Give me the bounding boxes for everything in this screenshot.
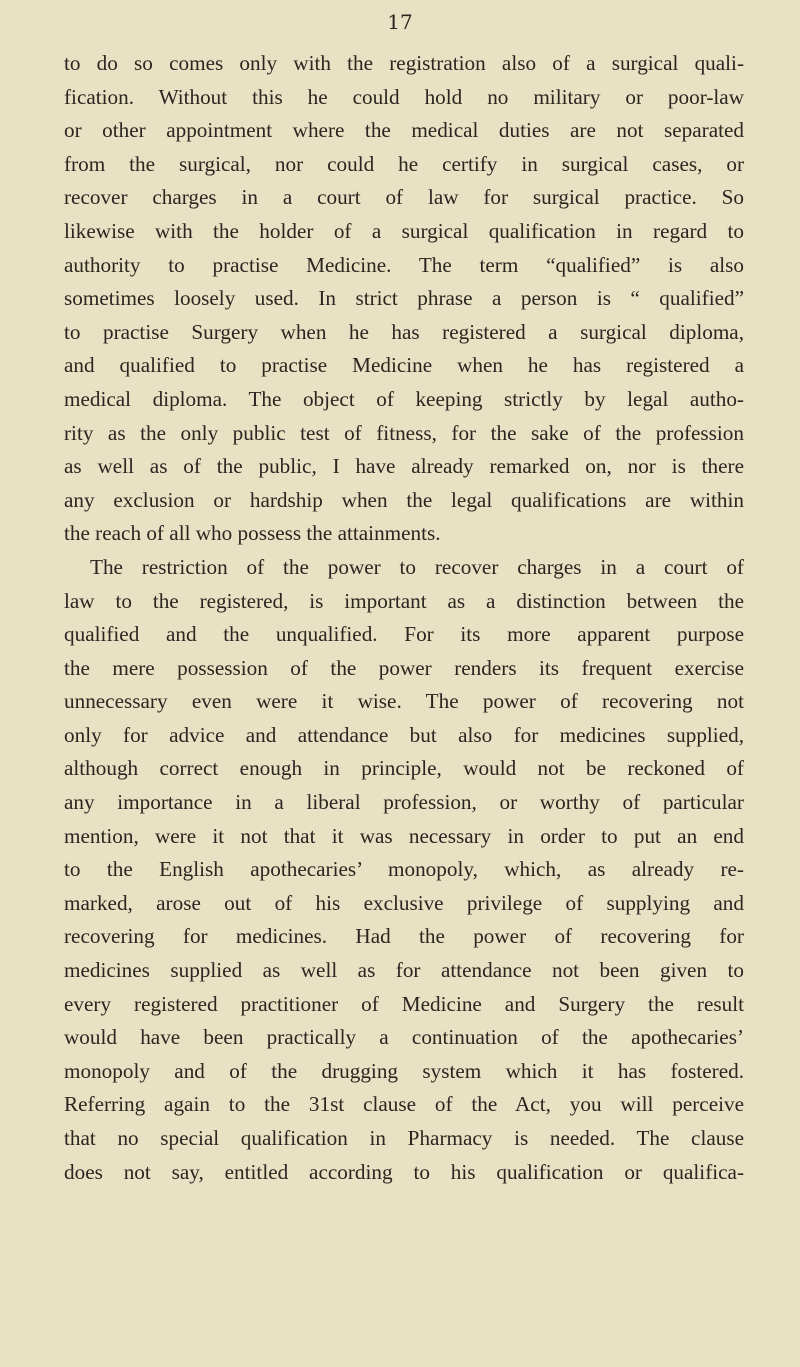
text-line: Referring again to the 31st clause of the Act, you will perceive (64, 1092, 744, 1117)
text-line: although correct enough in principle, would not be reckoned of (64, 756, 744, 781)
text-line: or other appointment where the medical duties are not separated (64, 118, 744, 143)
text-line: to the English apothecaries’ monopoly, which, as already re- (64, 857, 744, 882)
text-line: medical diploma. The object of keeping strictly by legal autho- (64, 386, 744, 411)
body-text (64, 47, 744, 1189)
text-line: monopoly and of the drugging system which it has fostered. (64, 1058, 744, 1083)
text-line: as well as of the public, I have already remarked on, nor is there (64, 454, 744, 479)
text-line: qualified and the unqualified. For its more apparent purpose (64, 622, 744, 647)
text-line: fication. Without this he could hold no military or poor-law (64, 84, 744, 109)
text-line: the mere possession of the power renders its frequent exercise (64, 655, 744, 680)
text-line: every registered practitioner of Medicine and Surgery the result (64, 991, 744, 1016)
text-line: any exclusion or hardship when the legal qualifications are within (64, 487, 744, 512)
text-line: and qualified to practise Medicine when he has registered a (64, 353, 744, 378)
text-line: likewise with the holder of a surgical qualification in regard to (64, 218, 744, 243)
text-line: mention, were it not that it was necessary in order to put an end (64, 823, 744, 848)
text-line: the reach of all who possess the attainments. (64, 521, 441, 546)
text-line: medicines supplied as well as for attendance not been given to (64, 958, 744, 983)
text-line: marked, arose out of his exclusive privilege of supplying and (64, 890, 744, 915)
paragraph-first-line: The restriction of the power to recover charges in a court of (90, 554, 744, 579)
text-line: does not say, entitled according to his qualification or qualifica- (64, 1159, 744, 1184)
text-line: recovering for medicines. Had the power of recovering for (64, 924, 744, 949)
text-line: that no special qualification in Pharmacy is needed. The clause (64, 1126, 744, 1150)
text-line: to do so comes only with the registration also of a surgical quali- (64, 51, 744, 75)
page-number: 17 (387, 10, 413, 34)
text-line: authority to practise Medicine. The term “qualified” is also (64, 252, 744, 277)
text-line: sometimes loosely used. In strict phrase a person is “ qualified” (64, 286, 744, 311)
text-line: unnecessary even were it wise. The power of recovering not (64, 689, 744, 714)
text-line: rity as the only public test of fitness, for the sake of the profession (64, 420, 744, 445)
text-line: any importance in a liberal profession, or worthy of particular (64, 790, 744, 815)
text-line: would have been practically a continuation of the apothecaries’ (64, 1025, 744, 1050)
text-line: only for advice and attendance but also for medicines supplied, (64, 722, 744, 747)
text-line: to practise Surgery when he has registered a surgical diploma, (64, 319, 744, 344)
text-line: law to the registered, is important as a distinction between the (64, 588, 744, 613)
text-line: from the surgical, nor could he certify in surgical cases, or (64, 151, 744, 176)
text-line: recover charges in a court of law for surgical practice. So (64, 185, 744, 210)
